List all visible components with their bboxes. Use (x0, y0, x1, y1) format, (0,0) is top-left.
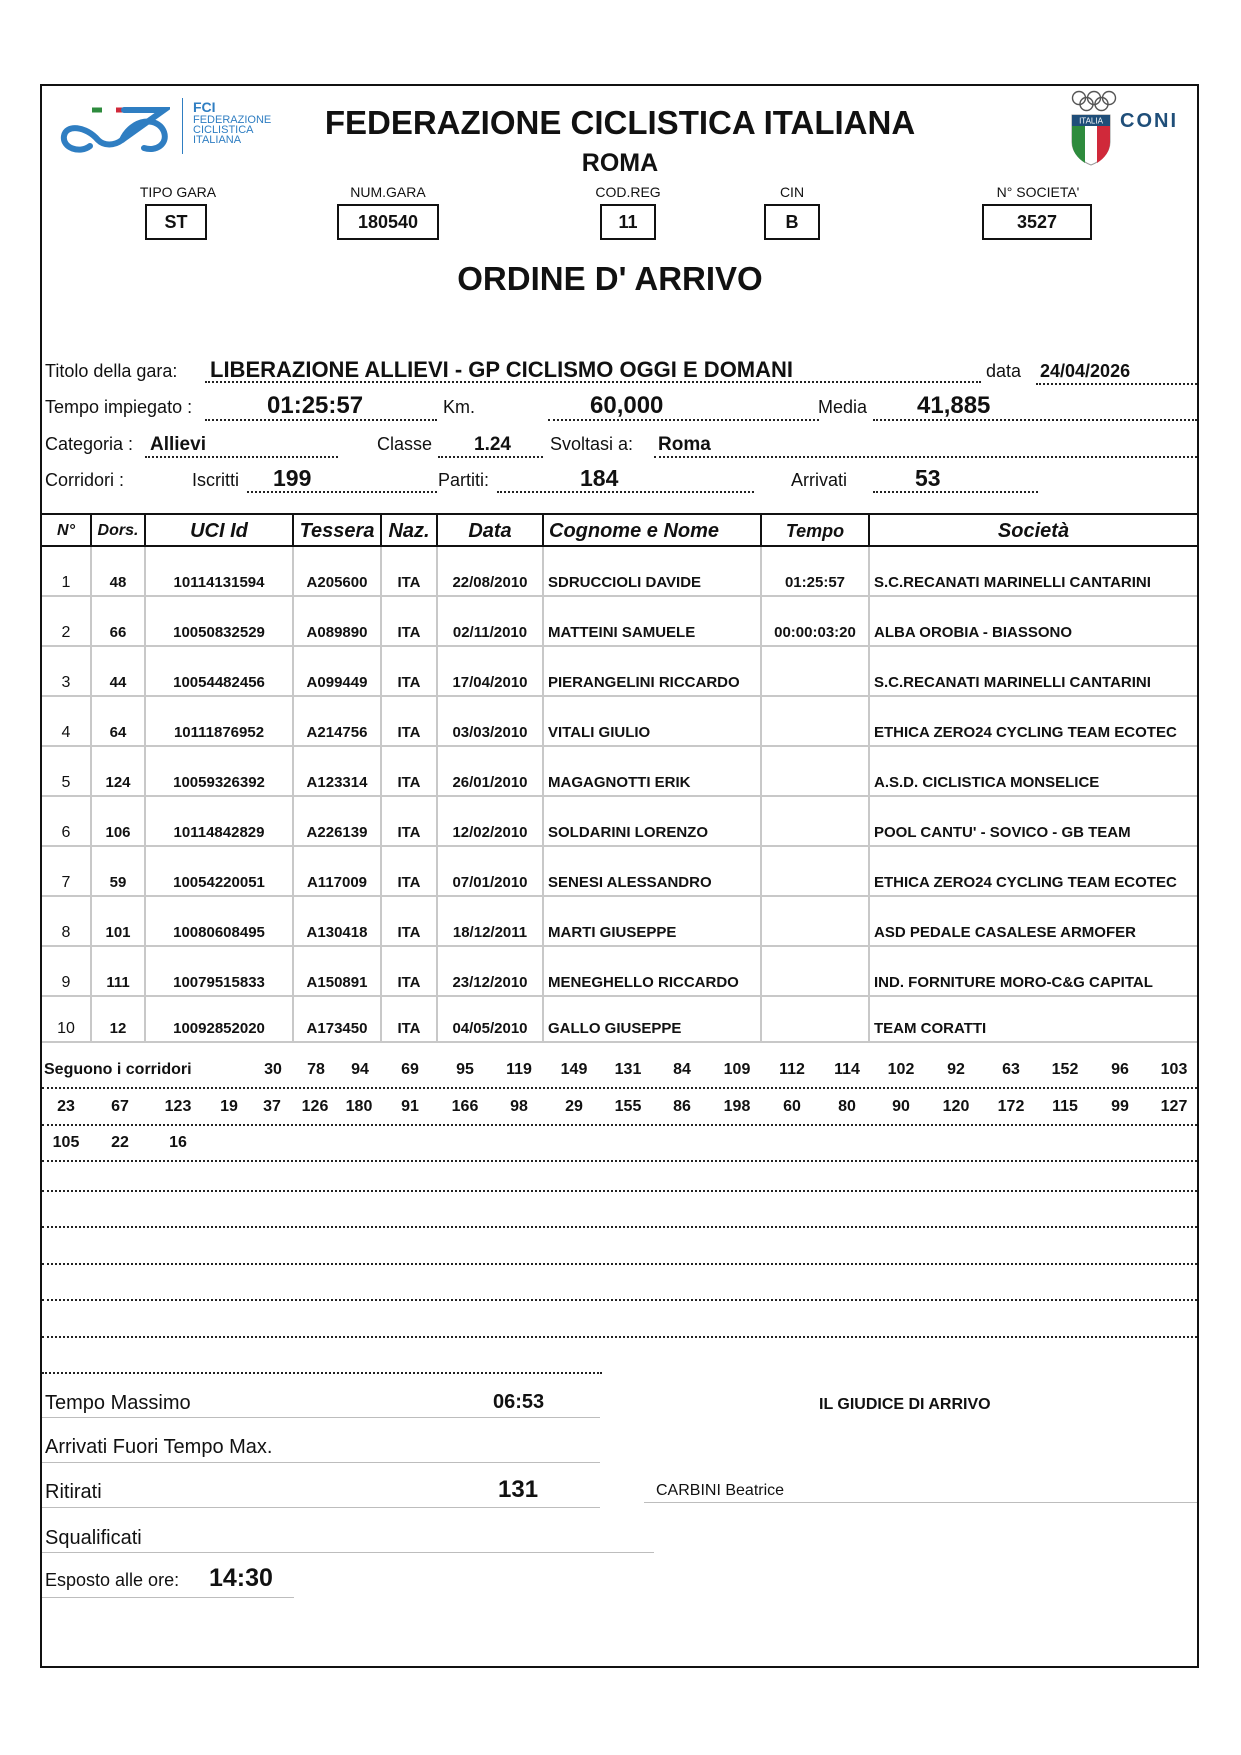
follower-bib-number: 112 (779, 1061, 805, 1078)
classe-dotline (438, 456, 543, 458)
cell-pos: 5 (42, 747, 92, 797)
iscritti-label: Iscritti (192, 470, 239, 490)
esposto-label: Esposto alle ore: (45, 1570, 180, 1590)
follower-bib-number: 102 (887, 1061, 915, 1078)
km-value: 60,000 (590, 392, 664, 419)
cin-label: CIN (779, 184, 805, 200)
cell-naz: ITA (382, 597, 438, 647)
num-gara-label: NUM.GARA (350, 184, 426, 200)
cell-naz: ITA (382, 547, 438, 597)
data-label: data (986, 361, 1022, 381)
cod-reg-label: COD.REG (595, 184, 661, 200)
follower-bib-number: 114 (834, 1061, 860, 1078)
cell-tessera: A173450 (294, 997, 382, 1043)
cell-dors: 106 (92, 797, 146, 847)
cell-nome: MARTI GIUSEPPE (544, 897, 762, 947)
cell-dors: 66 (92, 597, 146, 647)
table-row (42, 797, 1197, 847)
follower-bib-number: 127 (1160, 1098, 1188, 1115)
follower-bib-number: 23 (57, 1098, 75, 1115)
follower-bib-number: 92 (947, 1061, 965, 1078)
cell-dors: 12 (92, 997, 146, 1043)
cell-dors: 124 (92, 747, 146, 797)
cell-uci: 10050832529 (146, 597, 294, 647)
cell-societa: S.C.RECANATI MARINELLI CANTARINI (874, 674, 1151, 691)
follower-bib-number: 69 (401, 1061, 419, 1078)
follower-bib-number: 29 (565, 1098, 583, 1115)
olympic-rings-icon (1070, 90, 1118, 112)
n-societa-value: 3527 (982, 204, 1092, 240)
follower-bib-number: 95 (456, 1061, 474, 1078)
cell-tessera: A226139 (294, 797, 382, 847)
km-dotline (548, 419, 819, 421)
cell-tessera: A117009 (294, 847, 382, 897)
cell-societa: ASD PEDALE CASALESE ARMOFER (874, 924, 1136, 941)
followers-label: Seguono i corridori (44, 1061, 192, 1078)
col-uci-id: UCI Id (146, 515, 294, 547)
follower-bib-number: 149 (560, 1061, 588, 1078)
svg-text:ITALIA: ITALIA (1079, 116, 1103, 126)
squalificati-label: Squalificati (45, 1527, 142, 1549)
col-naz: Naz. (382, 515, 438, 547)
cell-societa: S.C.RECANATI MARINELLI CANTARINI (874, 574, 1151, 591)
tempo-massimo-value: 06:53 (493, 1391, 545, 1413)
follower-bib-number: 198 (723, 1098, 751, 1115)
follower-bib-number: 84 (673, 1061, 691, 1078)
cell-tempo (762, 647, 870, 697)
fci-name-line-3: ITALIANA (193, 134, 242, 146)
cell-tempo: 00:00:03:20 (762, 597, 870, 647)
follower-bib-number: 22 (111, 1134, 129, 1151)
arrivati-value: 53 (915, 465, 941, 491)
follower-bib-number: 16 (169, 1134, 187, 1151)
data-dotline (1036, 383, 1197, 385)
fuori-tempo-label: Arrivati Fuori Tempo Max. (45, 1436, 273, 1458)
iscritti-dotline (247, 491, 437, 493)
cell-nome: VITALI GIULIO (544, 697, 762, 747)
cell-pos: 4 (42, 697, 92, 747)
cell-data: 18/12/2011 (438, 897, 544, 947)
cell-tessera: A089890 (294, 597, 382, 647)
col-dors: Dors. (92, 515, 146, 547)
esposto-underline (42, 1597, 294, 1598)
cell-tempo (762, 747, 870, 797)
cell-naz: ITA (382, 747, 438, 797)
cell-tempo (762, 797, 870, 847)
follower-bib-number: 126 (301, 1098, 329, 1115)
col-societa: Società (997, 520, 1070, 542)
cell-naz: ITA (382, 647, 438, 697)
cod-reg-value: 11 (600, 204, 656, 240)
follower-bib-number: 180 (345, 1098, 373, 1115)
followers-line-2 (42, 1090, 1197, 1126)
follower-bib-number: 155 (614, 1098, 642, 1115)
categoria-dotline (145, 456, 338, 458)
svoltasi-dotline (654, 456, 1197, 458)
follower-bib-number: 105 (52, 1134, 80, 1151)
arrivati-dotline (873, 491, 1038, 493)
col-nome: Cognome e Nome (544, 515, 762, 547)
logo-separator (182, 98, 183, 154)
categoria-label: Categoria : (45, 434, 134, 454)
fci-cyclist-logo-icon (60, 96, 170, 156)
table-row (42, 947, 1197, 997)
classe-value: 1.24 (474, 434, 511, 455)
cell-naz: ITA (382, 997, 438, 1043)
cell-naz: ITA (382, 947, 438, 997)
num-gara-value: 180540 (337, 204, 439, 240)
col-data: Data (438, 515, 544, 547)
fci-name-line-2: CICLISTICA (193, 124, 254, 136)
cell-tessera: A123314 (294, 747, 382, 797)
media-dotline (873, 419, 1197, 421)
cell-uci: 10054482456 (146, 647, 294, 697)
follower-bib-number: 103 (1160, 1061, 1188, 1078)
cell-uci: 10114842829 (146, 797, 294, 847)
fci-wordmark (193, 100, 271, 145)
follower-bib-number: 119 (506, 1061, 532, 1078)
follower-bib-number: 86 (673, 1098, 691, 1115)
table-row (42, 847, 1197, 897)
ritirati-label: Ritirati (45, 1481, 102, 1503)
cell-pos: 2 (42, 597, 92, 647)
cell-pos: 3 (42, 647, 92, 697)
document-title: ORDINE D' ARRIVO (457, 260, 763, 297)
cell-societa: IND. FORNITURE MORO-C&G CAPITAL (874, 974, 1153, 991)
cell-societa: TEAM CORATTI (874, 1020, 987, 1037)
table-row (42, 597, 1197, 647)
fci-name-line-1: FEDERAZIONE (193, 114, 272, 126)
cell-uci: 10080608495 (146, 897, 294, 947)
follower-bib-number: 115 (1052, 1098, 1078, 1115)
blank-dotline-3 (42, 1263, 1197, 1265)
col-tempo: Tempo (762, 515, 870, 547)
cell-pos: 8 (42, 897, 92, 947)
table-row (42, 997, 1197, 1043)
cell-data: 12/02/2010 (438, 797, 544, 847)
cell-nome: SENESI ALESSANDRO (544, 847, 762, 897)
cell-societa: ETHICA ZERO24 CYCLING TEAM ECOTEC (874, 724, 1177, 741)
table-header (42, 513, 1197, 547)
cell-data: 23/12/2010 (438, 947, 544, 997)
cell-data: 07/01/2010 (438, 847, 544, 897)
cell-tempo (762, 697, 870, 747)
partiti-value: 184 (580, 465, 619, 491)
cell-data: 26/01/2010 (438, 747, 544, 797)
squalificati-underline (42, 1552, 654, 1553)
categoria-value: Allievi (150, 434, 206, 455)
n-societa-label: N° SOCIETA' (996, 184, 1080, 200)
cell-pos: 7 (42, 847, 92, 897)
cell-data: 22/08/2010 (438, 547, 544, 597)
cell-tempo: 01:25:57 (762, 547, 870, 597)
iscritti-value: 199 (273, 465, 312, 491)
federation-title: FEDERAZIONE CICLISTICA ITALIANA (324, 104, 916, 141)
follower-bib-number: 166 (451, 1098, 479, 1115)
cell-dors: 59 (92, 847, 146, 897)
tempo-value: 01:25:57 (267, 392, 364, 419)
italy-shield-icon (1071, 114, 1111, 166)
coni-logo (1068, 88, 1178, 172)
fuori-tempo-underline (42, 1462, 600, 1463)
cell-nome: MENEGHELLO RICCARDO (544, 947, 762, 997)
table-row (42, 697, 1197, 747)
followers-line-1 (42, 1053, 1197, 1089)
km-label: Km. (443, 397, 476, 417)
cell-dors: 111 (92, 947, 146, 997)
cell-tessera: A130418 (294, 897, 382, 947)
follower-bib-number: 91 (401, 1098, 419, 1115)
city-title: ROMA (581, 149, 659, 177)
judge-name: CARBINI Beatrice (656, 1482, 785, 1499)
tempo-massimo-underline (42, 1417, 600, 1418)
titolo-dotline (205, 381, 981, 383)
tempo-label: Tempo impiegato : (45, 397, 193, 417)
tempo-massimo-label: Tempo Massimo (45, 1392, 191, 1414)
coni-label: CONI (1120, 110, 1178, 132)
fci-abbrev: FCI (193, 99, 216, 115)
cell-uci: 10114131594 (146, 547, 294, 597)
follower-bib-number: 99 (1111, 1098, 1129, 1115)
ritirati-underline (42, 1507, 600, 1508)
cell-tempo (762, 897, 870, 947)
judge-title: IL GIUDICE DI ARRIVO (819, 1396, 991, 1413)
follower-bib-number: 152 (1051, 1061, 1079, 1078)
media-label: Media (818, 397, 868, 417)
cell-societa: A.S.D. CICLISTICA MONSELICE (874, 774, 1100, 791)
titolo-value: LIBERAZIONE ALLIEVI - GP CICLISMO OGGI E DOMANI (210, 357, 794, 382)
cell-naz: ITA (382, 897, 438, 947)
cell-nome: MATTEINI SAMUELE (544, 597, 762, 647)
cell-pos: 6 (42, 797, 92, 847)
ritirati-value: 131 (498, 1476, 539, 1503)
blank-dotline-2 (42, 1226, 1197, 1228)
follower-bib-number: 172 (997, 1098, 1025, 1115)
arrivati-label: Arrivati (791, 470, 848, 490)
cell-data: 17/04/2010 (438, 647, 544, 697)
cell-pos: 1 (42, 547, 92, 597)
cell-tessera: A099449 (294, 647, 382, 697)
cell-dors: 101 (92, 897, 146, 947)
cell-societa: ETHICA ZERO24 CYCLING TEAM ECOTEC (874, 874, 1177, 891)
cell-nome: SDRUCCIOLI DAVIDE (544, 547, 762, 597)
blank-dotline-5 (42, 1336, 1197, 1338)
media-value: 41,885 (917, 392, 991, 419)
titolo-label: Titolo della gara: (45, 361, 178, 381)
cell-uci: 10111876952 (146, 697, 294, 747)
cell-tempo (762, 947, 870, 997)
data-value: 24/04/2026 (1040, 361, 1131, 381)
cell-tessera: A214756 (294, 697, 382, 747)
partiti-dotline (497, 491, 754, 493)
esposto-value: 14:30 (209, 1564, 273, 1592)
follower-bib-number: 19 (220, 1098, 238, 1115)
follower-bib-number: 96 (1111, 1061, 1129, 1078)
followers-line-3 (42, 1126, 1197, 1162)
follower-bib-number: 94 (351, 1061, 369, 1078)
cell-nome: PIERANGELINI RICCARDO (544, 647, 762, 697)
follower-bib-number: 90 (892, 1098, 910, 1115)
cell-data: 04/05/2010 (438, 997, 544, 1043)
cell-pos: 10 (42, 997, 92, 1043)
cell-dors: 44 (92, 647, 146, 697)
tempo-dotline (205, 419, 437, 421)
cell-uci: 10059326392 (146, 747, 294, 797)
blank-dotline-6 (42, 1372, 602, 1374)
tipo-gara-value: ST (145, 204, 207, 240)
cell-dors: 48 (92, 547, 146, 597)
judge-underline (644, 1502, 1197, 1503)
follower-bib-number: 80 (838, 1098, 856, 1115)
cell-tessera: A205600 (294, 547, 382, 597)
follower-bib-number: 60 (783, 1098, 801, 1115)
svoltasi-label: Svoltasi a: (550, 434, 634, 454)
follower-bib-number: 78 (307, 1061, 325, 1078)
cell-nome: SOLDARINI LORENZO (544, 797, 762, 847)
cell-tessera: A150891 (294, 947, 382, 997)
cell-tempo (762, 997, 870, 1043)
follower-bib-number: 109 (723, 1061, 751, 1078)
follower-bib-number: 120 (942, 1098, 970, 1115)
col-tessera: Tessera (294, 515, 382, 547)
cell-tempo (762, 847, 870, 897)
partiti-label: Partiti: (438, 470, 490, 490)
table-row (42, 897, 1197, 947)
corridori-label: Corridori : (45, 470, 125, 490)
svoltasi-value: Roma (658, 434, 711, 455)
follower-bib-number: 67 (111, 1098, 129, 1115)
table-row (42, 747, 1197, 797)
follower-bib-number: 30 (264, 1061, 282, 1078)
cin-value: B (764, 204, 820, 240)
follower-bib-number: 98 (510, 1098, 528, 1115)
follower-bib-number: 63 (1002, 1061, 1020, 1078)
table-row (42, 647, 1197, 697)
cell-societa: ALBA OROBIA - BIASSONO (874, 624, 1073, 641)
cell-data: 03/03/2010 (438, 697, 544, 747)
tipo-gara-label: TIPO GARA (139, 184, 217, 200)
follower-bib-number: 131 (614, 1061, 642, 1078)
blank-dotline-1 (42, 1190, 1197, 1192)
cell-uci: 10092852020 (146, 997, 294, 1043)
cell-dors: 64 (92, 697, 146, 747)
follower-bib-number: 37 (263, 1098, 281, 1115)
table-row (42, 547, 1197, 597)
cell-uci: 10079515833 (146, 947, 294, 997)
col-pos: N° (42, 515, 92, 547)
cell-pos: 9 (42, 947, 92, 997)
classe-label: Classe (377, 434, 433, 454)
cell-nome: MAGAGNOTTI ERIK (544, 747, 762, 797)
cell-nome: GALLO GIUSEPPE (544, 997, 762, 1043)
cell-data: 02/11/2010 (438, 597, 544, 647)
follower-bib-number: 123 (164, 1098, 192, 1115)
cell-uci: 10054220051 (146, 847, 294, 897)
cell-naz: ITA (382, 847, 438, 897)
cell-naz: ITA (382, 697, 438, 747)
cell-societa: POOL CANTU' - SOVICO - GB TEAM (874, 824, 1131, 841)
cell-naz: ITA (382, 797, 438, 847)
blank-dotline-4 (42, 1299, 1197, 1301)
